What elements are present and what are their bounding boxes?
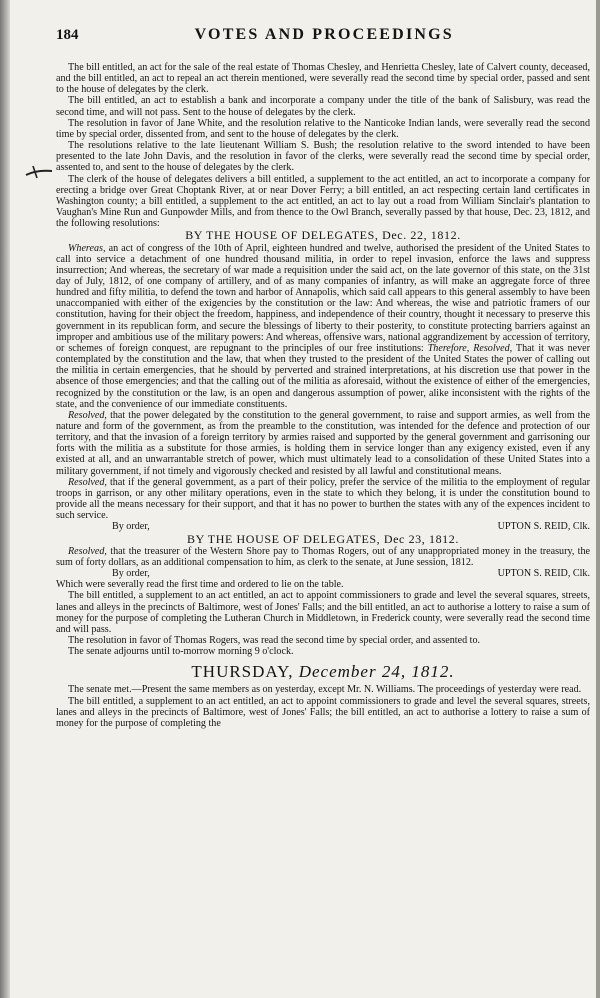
by-order: By order, [112, 521, 150, 533]
resolved-label: Resolved, [68, 409, 107, 421]
resolution-text: that the power delegated by the constitution to the general government, to raise and support armies, as well from the nature and form of the government, as from the preamble to the constitution, was intended for the defence and protection of our territory, and that the invasion of a foreign territory by armies raised and supported by the general government and garrisoning our forts with the militia as a substitute for those armies, is holding them in service longer than any exigency existed, even if any existed at all, and an unwarrantable stretch of power, which must ultimately lead to a consolidation of these United States into a military government, if not timely and vigorously checked and resisted by all lawful and constitutional means. [56, 409, 590, 477]
resolved-label: Resolved, [68, 476, 107, 488]
resolution-text: that if the general government, as a part of their policy, prefer the service of the militia to the employment of regular troops in garrison, or any other military operations, even in the state to which they belong, it is under the constitution bound to provide all the means necessary for their support, and that it has no power to burthen the states with any of the expences incident to such service. [56, 476, 590, 522]
whereas-label: Whereas, [68, 242, 106, 254]
paragraph: The resolution in favor of Thomas Rogers, was read the second time by special order, and assented to. [68, 634, 481, 646]
by-order: By order, [112, 568, 150, 580]
signoff-line [56, 521, 590, 532]
paragraph: The senate met.—Present the same members as on yesterday, except Mr. N. Williams. The proceedings of yesterday were read. [68, 684, 582, 696]
clerk-signature: UPTON S. REID, Clk. [497, 568, 590, 580]
resolution-paragraph [56, 546, 590, 568]
adjournment-line: The senate adjourns until to-morrow morning 9 o'clock. [68, 646, 294, 658]
resolution-paragraph [56, 410, 590, 477]
whereas-text: an act of congress of the 10th of April, eighteen hundred and twelve, authorised the president of the United States to call into service a detachment of one hundred thousand militia, in order to repel invasion, enforce the laws and suppress insurrection; And whereas, the secretary of war made a requisition under the said act, on the late governor of this state, on the 31st day of July, 1812, of one company of artillery, and of as many companies of infantry, as will make an aggregate force of three hundred and fifty militia, to defend the town and harbor of Annapolis, which said call appears to this general assembly to have been unaccompanied with either of the exigencies by the constitution or the law: And whereas, the wise and patriotic framers of our constitution, having for their object the freedom, happiness, and independence of their country, thought it necessary to preserve this government in its republican form, and secure the blessings of liberty to their posterity, to constitute protecting barriers against an improper and ambitious use of the military powers: And whereas, offensive wars, national aggrandizement by accession of territory, or schemes of foreign conquest, are repugnant to the principles of our free institutions: [56, 242, 590, 354]
paragraph: Which were severally read the first time and ordered to lie on the table. [56, 579, 344, 591]
page-header [56, 26, 590, 52]
paragraph: The bill entitled, a supplement to an act entitled, an act to appoint commissioners to grade and level the several squares, streets, lanes and alleys in the precincts of Baltimore, west of Jones' Falls; the bill entitled, an act to authorise a lottery to raise a sum of money for the purpose of completing the [56, 695, 590, 729]
paragraph: The bill entitled, an act for the sale of the real estate of Thomas Chesley, and Henrietta Chesley, late of Calvert county, deceased, and the bill entitled, an act to repeal an act therein mentioned, were severally read the second time by special order, passed and sent to the house of delegates by the clerk. [56, 62, 590, 96]
paragraph: The resolution in favor of Jane White, and the resolution relative to the Nanticoke Indian lands, were severally read the second time by special order, dissented from, and sent to the house of delegates by the clerk. [56, 117, 590, 140]
clerk-signature: UPTON S. REID, Clk. [497, 521, 590, 533]
running-head: VOTES AND PROCEEDINGS [194, 26, 454, 43]
paragraph: The bill entitled, a supplement to an act entitled, an act to appoint commissioners to grade and level the several squares, streets, lanes and alleys in the precincts of Baltimore, west of Jones' Falls; and the bill entitled, an act to authorise a lottery to raise a sum of money for the purpose of completing the Lutheran Church in Middletown, in Frederick county, were severally read the second time and will pass. [56, 590, 590, 635]
resolved-label: Resolved, [68, 545, 107, 557]
whereas-paragraph [56, 243, 590, 410]
section-heading: BY THE HOUSE OF DELEGATES, Dec 23, 1812. [187, 531, 459, 546]
therefore-text: That it was never contemplated by the constitution and the law, that when they trusted to the president of the United States the power of calling out the militia in certain emergencies, that he should by perverted and strained interpretations, at his discretion use that power in the absence of those emergencies; and that the calling out of the militia as aforesaid, without the existence of either of the emergencies, recognized by the constitution or the law, is an open and dangerous assumption of power, alike inconsistent with the rights of the state, and the convenience of our immediate constituents. [56, 342, 590, 410]
resolution-text: that the treasurer of the Western Shore pay to Thomas Rogers, out of any unappropriated money in the treasury, the sum of forty dollars, as an additional compensation to him, as clerk to the senate, at June session, 1812. [56, 545, 590, 568]
margin-pen-mark-icon [24, 162, 54, 182]
section-heading: BY THE HOUSE OF DELEGATES, Dec. 22, 1812. [185, 228, 461, 243]
day-name: THURSDAY, [191, 662, 294, 682]
page-edge [596, 0, 600, 998]
binding-shadow [0, 0, 10, 998]
therefore-label: Therefore, Resolved, [427, 342, 513, 354]
page-number: 184 [56, 27, 79, 43]
day-date: December 24, 1812. [298, 662, 455, 682]
day-heading [56, 662, 590, 682]
paragraph: The clerk of the house of delegates delivers a bill entitled, a supplement to the act entitled, an act to incorporate a company for erecting a bridge over Great Choptank River, at or near Dover Ferry; a bill entitled, an act respecting certain land certificates in Washington county; a bill entitled, a supplement to the act entitled, an act to lay out a road from William Sinclair's plantation to Vaughan's Mine Run and Gunpowder Mills, and from thence to the Owl Branch, severally passed by that house, Dec. 23, 1812, and the following resolutions: [56, 173, 590, 230]
resolution-paragraph [56, 477, 590, 522]
paragraph: The bill entitled, an act to establish a bank and incorporate a company under the title of the bank of Salisbury, was read the second time, and will not pass. Sent to the house of delegates by the clerk. [56, 95, 590, 118]
signoff-line [56, 568, 590, 579]
journal-body [56, 62, 590, 729]
paragraph: The resolutions relative to the late lieutenant William S. Bush; the resolution relative to the sword intended to have been presented to the late John Davis, and the resolution in favor of the clerks, were severally read the second time by special order, assented to, and sent to the house of delegates by the clerk. [56, 140, 590, 174]
